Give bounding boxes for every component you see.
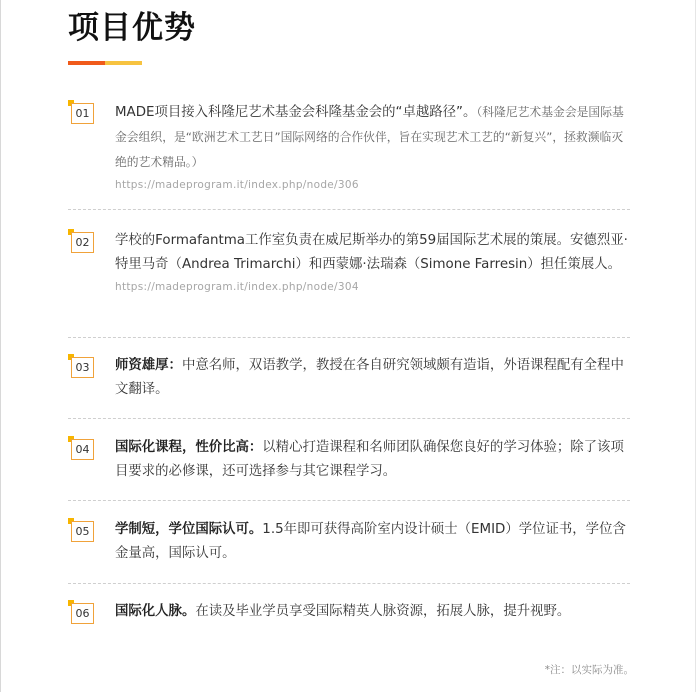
title-underline-orange (68, 61, 105, 65)
item-content (115, 436, 630, 484)
item-note: （科隆尼艺术基金会是国际基金会组织，是“欧洲艺术工艺日”国际网络的合作伙伴，旨在实现艺术工艺的“新复兴”，拯救濒临灭绝的艺术精品。） (115, 105, 624, 169)
item-main-text: 学校的Formafantma工作室负责在威尼斯举办的第59届国际艺术展的策展。安德烈亚·特里马奇（Andrea Trimarchi）和西蒙娜·法瑞森（Simone Farresin）担任策展人。 (115, 233, 628, 272)
item-number: 05 (71, 521, 94, 542)
item-number-badge (68, 436, 96, 462)
item-text (115, 100, 630, 175)
item-text (115, 229, 630, 277)
title-underline-yellow (105, 61, 142, 65)
left-border (0, 0, 1, 692)
item-main-text: MADE项目接入科隆尼艺术基金会科隆基金会的“卓越路径”。 (115, 105, 477, 120)
page-title: 项目优势 (68, 10, 196, 46)
item-source-url: https://madeprogram.it/index.php/node/306 (115, 179, 359, 191)
item-number-badge (68, 518, 96, 544)
item-content (115, 518, 630, 566)
item-text (115, 354, 630, 402)
item-number: 02 (71, 232, 94, 253)
item-number-badge (68, 354, 96, 380)
footnote: *注：以实际为准。 (544, 664, 634, 676)
item-main-text: 在读及毕业学员享受国际精英人脉资源，拓展人脉，提升视野。 (195, 604, 571, 619)
item-number: 01 (71, 103, 94, 124)
item-heading: 师资雄厚： (115, 358, 182, 373)
divider (68, 500, 630, 501)
item-number-badge (68, 100, 96, 126)
item-content (115, 600, 630, 624)
item-content (115, 229, 630, 295)
item-content (115, 354, 630, 402)
item-heading: 学制短，学位国际认可。 (115, 522, 263, 537)
item-main-text: 中意名师，双语教学，教授在各自研究领域颇有造诣，外语课程配有全程中文翻译。 (115, 358, 624, 397)
item-text (115, 436, 630, 484)
item-heading: 国际化人脉。 (115, 604, 196, 619)
divider (68, 418, 630, 419)
title-underline (68, 61, 142, 65)
item-number: 04 (71, 439, 94, 460)
item-text (115, 600, 630, 624)
divider (68, 337, 630, 338)
item-number-badge (68, 600, 96, 626)
divider (68, 209, 630, 210)
item-heading: 国际化课程，性价比高： (115, 440, 263, 455)
item-main-text: 1.5年即可获得高阶室内设计硕士（EMID）学位证书，学位含金量高，国际认可。 (115, 522, 626, 561)
divider (68, 583, 630, 584)
item-text (115, 518, 630, 566)
item-main-text: 以精心打造课程和名师团队确保您良好的学习体验；除了该项目要求的必修课，还可选择参与其它课程学习。 (115, 440, 624, 479)
item-content (115, 100, 630, 193)
item-number: 03 (71, 357, 94, 378)
item-source-url: https://madeprogram.it/index.php/node/304 (115, 281, 359, 293)
item-number-badge (68, 229, 96, 255)
item-number: 06 (71, 603, 94, 624)
